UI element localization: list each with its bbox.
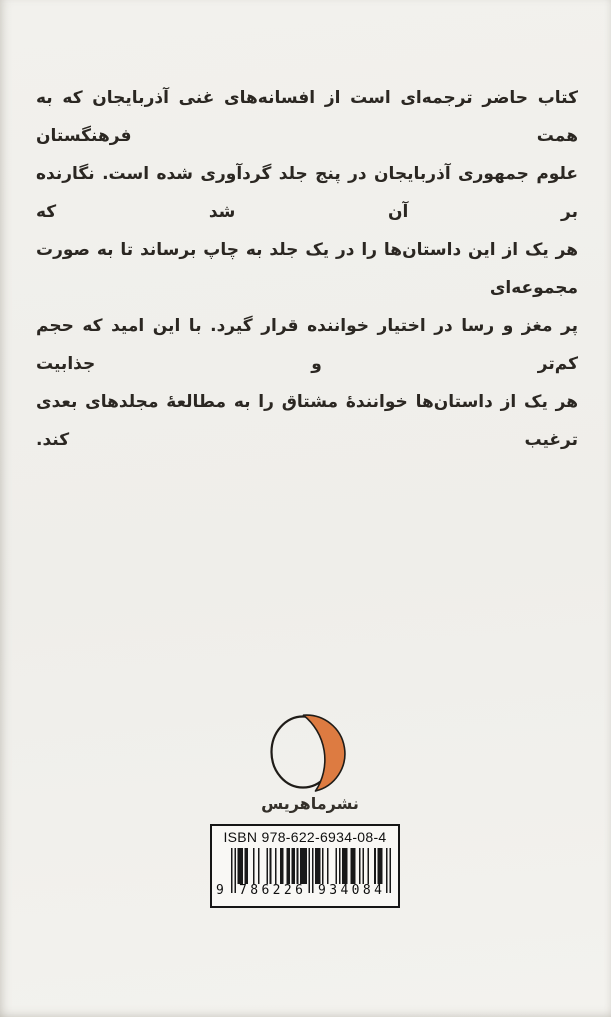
isbn-label: ISBN 978-622-6934-08-4 [223, 829, 387, 845]
blurb-line-3: هر یک از این داستان‌ها را در یک جلد به چاپ برساند تا به صورت مجموعه‌ای [36, 240, 578, 298]
barcode-digit-prefix: 9 [216, 883, 224, 898]
isbn-barcode-box [210, 824, 400, 908]
publisher-name: نشرماهریس [261, 794, 359, 813]
blurb-line-1: کتاب حاضر ترجمه‌ای است از افسانه‌های غنی آذربایجان که به همت فرهنگستان [36, 88, 578, 146]
blurb-line-2: علوم جمهوری آذربایجان در پنج جلد گردآوری شده است. نگارنده بر آن شد که [36, 164, 578, 222]
publisher-block [240, 714, 380, 813]
blurb-text [36, 79, 578, 459]
barcode-digits-right: 934084 [318, 883, 386, 898]
crescent-moon-logo-icon [270, 714, 350, 793]
blurb-line-5: هر یک از داستان‌ها خوانندهٔ مشتاق را به مطالعهٔ مجلدهای بعدی ترغیب کند. [36, 392, 578, 450]
barcode-digits-left: 786226 [239, 883, 307, 898]
blurb-line-4: پر مغز و رسا در اختیار خواننده قرار گیرد. با این امید که حجم کم‌تر و جذابیت [36, 316, 578, 374]
